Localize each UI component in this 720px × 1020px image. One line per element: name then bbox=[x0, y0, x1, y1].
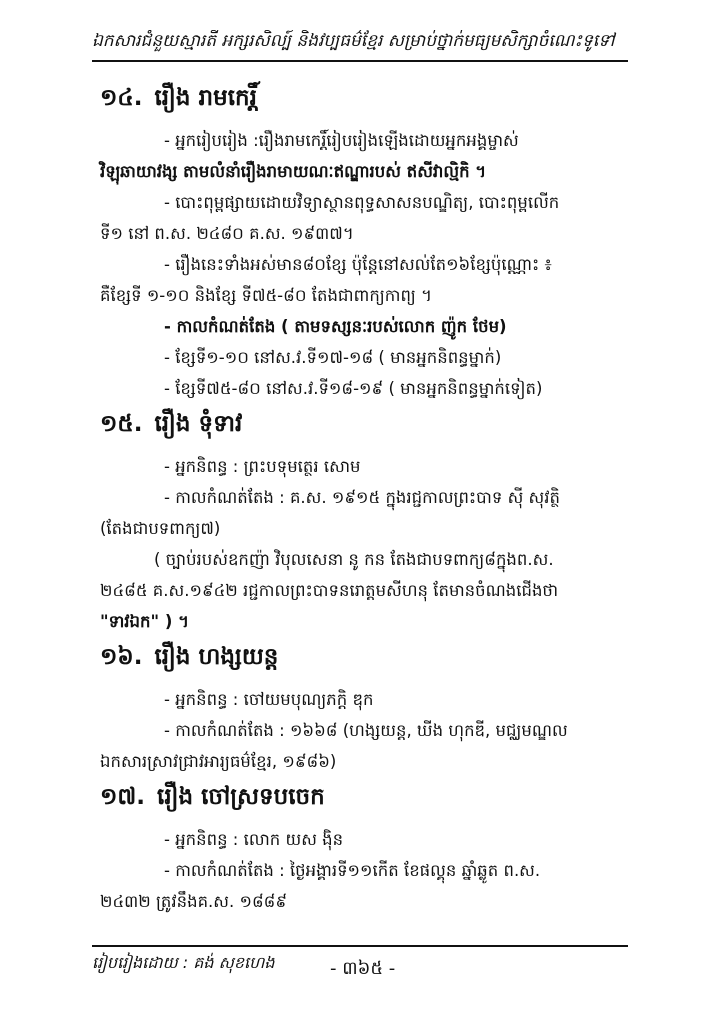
section-heading: រឿង រាមកេរ្តិ៍ bbox=[154, 85, 257, 111]
text-line: - កាលកំណត់តែង : ថ្ងៃអង្គារទី១១កើត ខែផល្គុន ឆ្នាំឆ្លូត ព.ស. bbox=[164, 861, 541, 880]
content bbox=[100, 78, 610, 917]
text-line: - កាលកំណត់តែង : គ.ស. ១៩១៥ ក្នុងរជ្ជកាលព្រះបាទ ស៊ី សុវត្ថិ bbox=[164, 488, 560, 507]
footer-divider bbox=[92, 945, 628, 947]
section-number: ១៧. bbox=[100, 784, 146, 810]
section-heading: រឿង ចៅស្រទបចេក bbox=[157, 784, 325, 810]
text-line: - បោះពុម្ពផ្សាយដោយវិទ្យាស្ថានពុទ្ធសាសនបណ្ឌិត្យ, បោះពុម្ពលើក bbox=[164, 193, 560, 212]
section-heading: រឿង ហង្សយន្ត bbox=[154, 644, 279, 670]
section-number: ១៥. bbox=[100, 411, 143, 437]
section-title-17 bbox=[100, 783, 610, 816]
text-line: ទី១ នៅ ព.ស. ២៤៨០ គ.ស. ១៩៣៧។ bbox=[100, 224, 354, 243]
text-line: គឺខ្សែទី ១-១០ និងខ្សែ ទី៧៥-៨០ តែងជាពាក្យកាព្យ ។ bbox=[100, 286, 432, 305]
text-line: ២៤៣២ ត្រូវនឹងគ.ស. ១៨៨៩ bbox=[100, 892, 288, 911]
section-title-14 bbox=[100, 84, 610, 117]
section-heading: រឿង ទុំទាវ bbox=[154, 411, 243, 437]
compiled-by: រៀបរៀងដោយ : គង់ សុខហេង bbox=[92, 953, 275, 972]
section-title-15 bbox=[100, 410, 610, 443]
page-number: - ៣៦៥ - bbox=[330, 958, 396, 979]
text-line: - អ្នករៀបរៀង :រឿងរាមកេរ្តិ៍រៀបរៀងឡើងដោយអ្នកអង្គម្ចាស់ bbox=[164, 131, 519, 150]
text-line: - រឿងនេះទាំងអស់មាន៨០ខ្សែ ប៉ុន្តែនៅសល់តែ១៦ខ្សែប៉ុណ្ណោះ ៖ bbox=[164, 255, 552, 274]
text-line: - អ្នកនិពន្ធ : លោក យស ង៉ិន bbox=[164, 830, 344, 849]
text-line: - អ្នកនិពន្ធ : ព្រះបទុមត្ថេរ សោម bbox=[164, 457, 361, 476]
section-title-16 bbox=[100, 643, 610, 676]
running-header: ឯកសារជំនួយស្មារតី អក្សរសិល្ប៍ និងវប្បធម៌ខ្មែរ សម្រាប់ថ្នាក់មធ្យមសិក្សាចំណេះទូទៅ bbox=[92, 31, 615, 51]
header-divider bbox=[92, 60, 628, 62]
text-line: ( ច្បាប់របស់ឧកញ៉ា វិបុលសេនា នូ កន តែងជាបទពាក្យ៨ក្នុងព.ស. bbox=[154, 550, 554, 569]
text-line: - អ្នកនិពន្ធ : ចៅយមបុណ្យភក្តិ ឌុក bbox=[164, 690, 374, 709]
text-line: "ទាវឯក" ) ។ bbox=[100, 612, 189, 631]
text-line: ឯកសារស្រាវជ្រាវអារ្យធម៌ខ្មែរ, ១៩៨៦) bbox=[100, 752, 337, 771]
text-line: វិឡុឆាយាវង្ស តាមលំនាំរឿងរាមាយណៈឥណ្ឌារបស់ ឥសីវាល្មិកិ ។ bbox=[100, 162, 487, 181]
text-line: - ខ្សែទី១-១០ នៅស.វ.ទី១៧-១៨ ( មានអ្នកនិពន្ធម្នាក់) bbox=[164, 348, 502, 367]
text-line: - ខ្សែទី៧៥-៨០ នៅស.វ.ទី១៨-១៩ ( មានអ្នកនិពន្ធម្នាក់ទៀត) bbox=[164, 379, 543, 398]
section-number: ១៦. bbox=[100, 644, 143, 670]
text-line: ២៤៨៥ គ.ស.១៩៤២ រជ្ជកាលព្រះបាទនរោត្តមសីហនុ តែមានចំណងជើងថា bbox=[100, 581, 559, 600]
section-number: ១៤. bbox=[100, 85, 143, 111]
text-line: - កាលកំណត់តែង : ១៦៦៨ (ហង្សយន្ត, ឃីង ហុកឌី, មជ្ឈមណ្ឌល bbox=[164, 721, 568, 740]
text-line: (តែងជាបទពាក្យ៧) bbox=[100, 519, 221, 538]
text-line: - កាលកំណត់តែង ( តាមទស្សនៈរបស់លោក ញ៉ូក ថែម) bbox=[164, 317, 507, 336]
